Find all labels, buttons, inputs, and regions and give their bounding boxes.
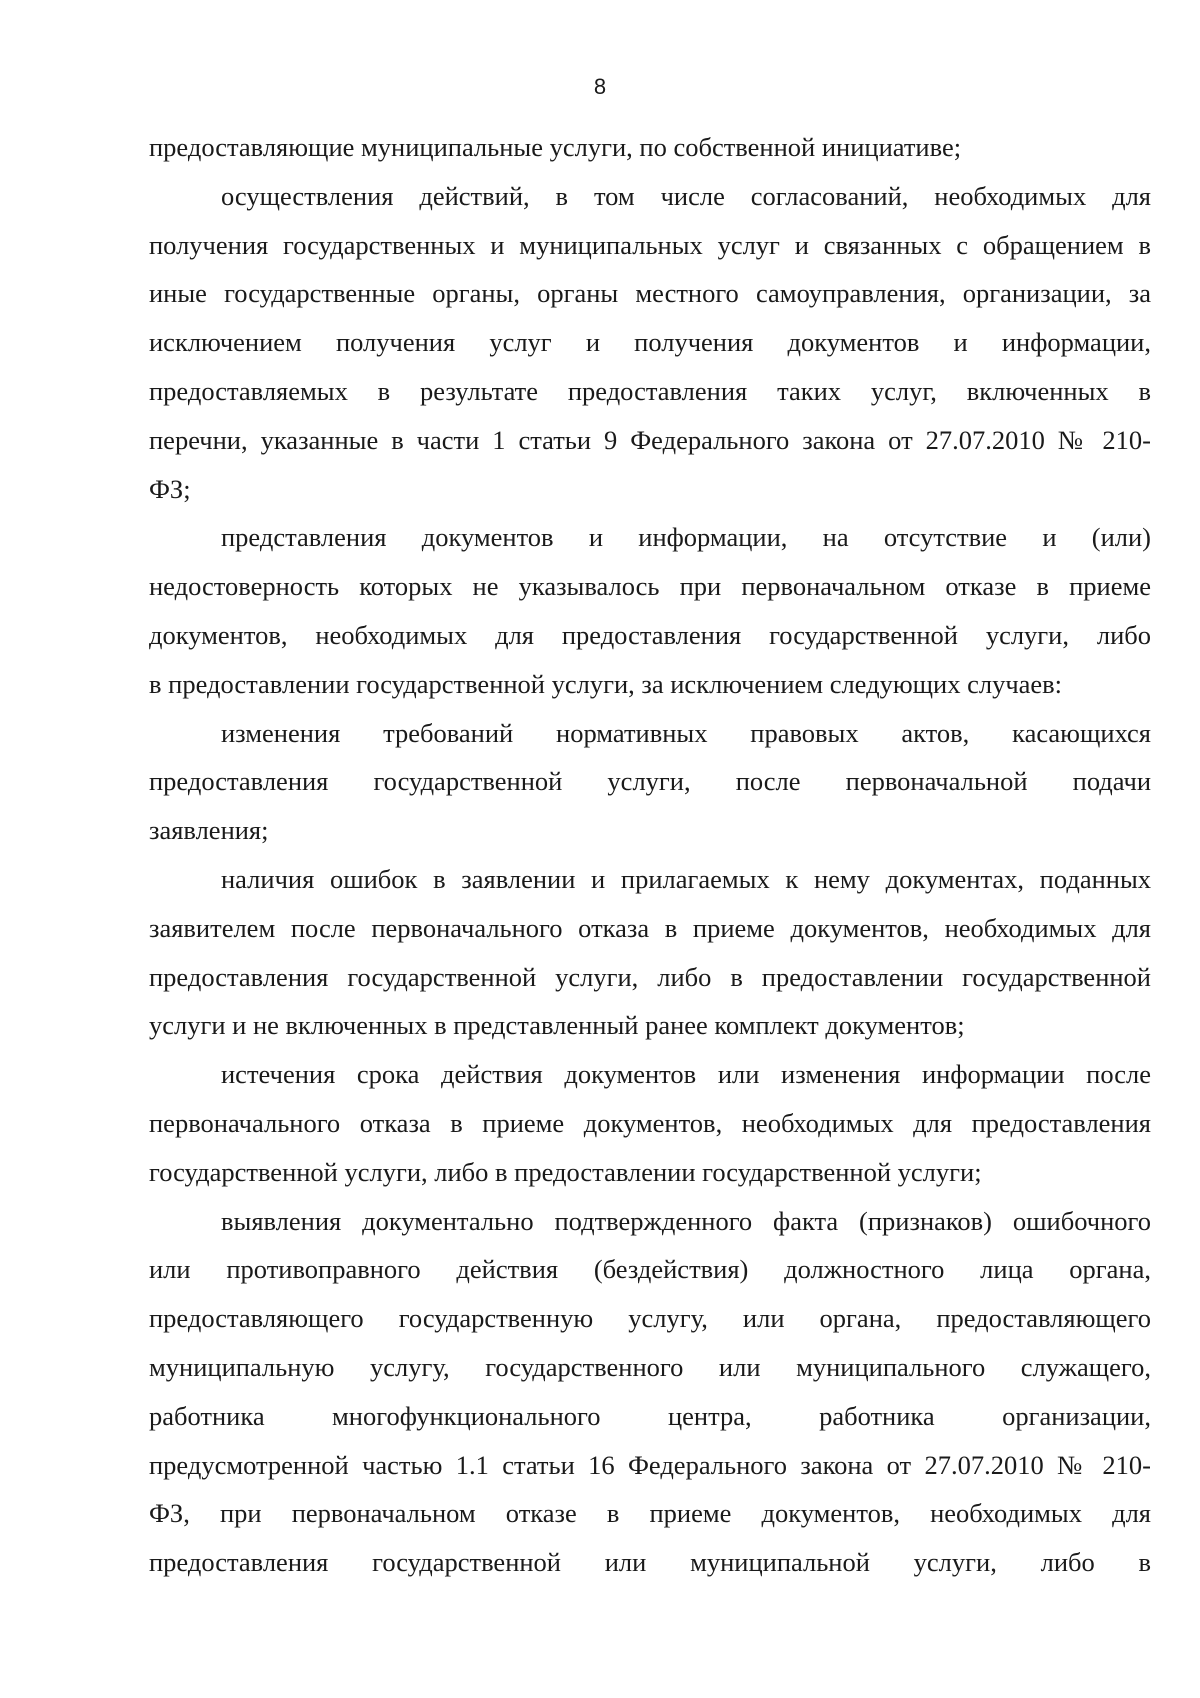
text-line: предоставления государственной услуги, либо в предоставлении государственной xyxy=(149,961,1151,992)
text-line: изменения требований нормативных правовых актов, касающихся xyxy=(221,717,1151,748)
text-line: услуги и не включенных в представленный ранее комплект документов; xyxy=(149,1010,965,1041)
text-line: предусмотренной частью 1.1 статьи 16 Федерального закона от 27.07.2010 № 210- xyxy=(149,1449,1151,1480)
text-line: представления документов и информации, на отсутствие и (или) xyxy=(221,522,1151,553)
text-line: документов, необходимых для предоставления государственной услуги, либо xyxy=(149,619,1151,650)
text-line: истечения срока действия документов или изменения информации после xyxy=(221,1059,1151,1090)
text-line: заявления; xyxy=(149,815,269,846)
text-line: исключением получения услуг и получения документов и информации, xyxy=(149,327,1151,358)
text-line: в предоставлении государственной услуги, за исключением следующих случаев: xyxy=(149,668,1063,699)
text-line: наличия ошибок в заявлении и прилагаемых к нему документах, поданных xyxy=(221,863,1151,894)
text-line: иные государственные органы, органы местного самоуправления, организации, за xyxy=(149,278,1151,309)
text-line: работника многофункционального центра, работника организации, xyxy=(149,1400,1151,1431)
text-line: или противоправного действия (бездействия) должностного лица органа, xyxy=(149,1254,1151,1285)
body-text xyxy=(149,123,1151,1587)
text-line: первоначального отказа в приеме документов, необходимых для предоставления xyxy=(149,1107,1151,1138)
text-line: недостоверность которых не указывалось при первоначальном отказе в приеме xyxy=(149,571,1151,602)
text-line: предоставляющие муниципальные услуги, по собственной инициативе; xyxy=(149,132,962,162)
text-line: выявления документально подтвержденного факта (признаков) ошибочного xyxy=(221,1205,1151,1236)
page-number: 8 xyxy=(593,74,607,99)
text-line: предоставляющего государственную услугу, или органа, предоставляющего xyxy=(149,1303,1151,1334)
text-line: муниципальную услугу, государственного или муниципального служащего, xyxy=(149,1351,1151,1382)
text-line: предоставления государственной или муниципальной услуги, либо в xyxy=(149,1547,1151,1578)
text-line: ФЗ, при первоначальном отказе в приеме документов, необходимых для xyxy=(149,1498,1151,1529)
text-line: предоставления государственной услуги, после первоначальной подачи xyxy=(149,766,1151,797)
text-line: государственной услуги, либо в предоставлении государственной услуги; xyxy=(149,1156,982,1187)
text-line: предоставляемых в результате предоставления таких услуг, включенных в xyxy=(149,375,1151,406)
text-line: перечни, указанные в части 1 статьи 9 Федерального закона от 27.07.2010 № 210- xyxy=(149,424,1151,455)
text-line: заявителем после первоначального отказа в приеме документов, необходимых для xyxy=(149,912,1151,943)
text-line: ФЗ; xyxy=(149,473,191,504)
text-line: получения государственных и муниципальных услуг и связанных с обращением в xyxy=(149,229,1151,260)
text-line: осуществления действий, в том числе согласований, необходимых для xyxy=(221,180,1151,211)
